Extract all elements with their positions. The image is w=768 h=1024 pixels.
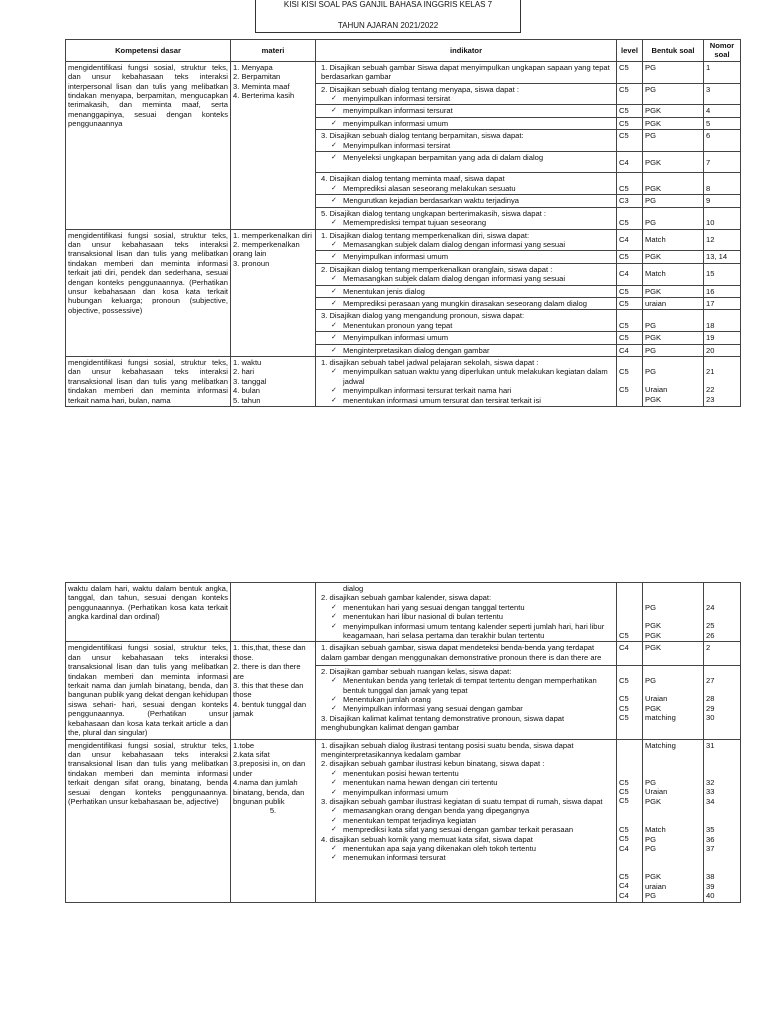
col-header-bentuk: Bentuk soal — [643, 40, 704, 62]
col-header-materi: materi — [231, 40, 316, 62]
indikator-cell — [316, 130, 617, 152]
indikator-check-item: ✓ Menentukan jenis dialog — [319, 287, 613, 296]
bentuk-value: PG — [645, 777, 656, 787]
bentuk-cell: Match — [643, 229, 704, 251]
level-cell: C4 — [617, 642, 643, 665]
kd-text: mengidentifikasi fungsi sosial, struktur teks, dan unsur kebahasaan teks interaksi transaksional lisan dan tulis yang melibatkan tindakan memberi dan meminta informasi terkait jati diri, pendek dan sederhana, sesuai dengan konteks penggunaannya. (Perhatikan unsur kebahasaan dan kosa kata terkait hubungan keluarga; pronoun (subjective, objective, possessive) — [68, 230, 228, 315]
bentuk-value: PG — [645, 675, 656, 685]
level-cell: C5 — [617, 285, 643, 297]
nomor-cell: 7 — [704, 152, 741, 173]
level-cell — [617, 739, 643, 902]
indikator-text: 1. disajikan sebuah gambar, siswa dapat mendeteksi benda-benda yang terdapat dalam gambar dengan menggunakan demonstrative pronoun there is dan there are — [321, 643, 602, 662]
indikator-check-item: ✓ menyimpulkan informasi umum — [319, 788, 613, 797]
indikator-cell — [316, 229, 617, 251]
document-title-box — [255, 0, 521, 33]
bentuk-value: Uraian — [645, 694, 668, 704]
bentuk-cell: PGK — [643, 642, 704, 665]
level-value: C5 — [619, 871, 629, 881]
level-cell: C4 — [617, 229, 643, 251]
level-cell: C4 — [617, 263, 643, 285]
nomor-value: 27 — [706, 675, 715, 685]
materi-cell — [231, 642, 316, 739]
nomor-cell: 18 — [704, 310, 741, 332]
nomor-value: 24 — [706, 603, 715, 612]
indikator-text: 1. Disajikan dialog tentang memperkenalkan diri, siswa dapat: — [321, 230, 530, 240]
indikator-text: 2. Disajikan gambar sebuah ruangan kelas, siswa dapat: — [321, 666, 512, 676]
nomor-cell: 16 — [704, 285, 741, 297]
indikator-text: dialog — [343, 584, 364, 593]
level-cell: C5 — [617, 117, 643, 129]
bentuk-value: matching — [645, 713, 676, 722]
bentuk-cell: uraian — [643, 297, 704, 309]
level-value: C4 — [619, 890, 629, 900]
table-row — [66, 229, 741, 251]
kd-cell: mengidentifikasi fungsi sosial, struktur teks, dan unsur kebahasaan teks interaksi transaksional lisan dan tulis yang melibatkan tindakan memberi dan meminta informasi terkait nama dan jumlah binatang, benda, dan bangunan publik yang dekat dengan kehidupan siswa sehari- hari, sesuai dengan konteks penggunaannya. (Perhatikan unsur kebahasaan dan kosa kata terkait article a dan the, plural dan singular) — [66, 642, 231, 739]
indikator-text: 3. Disajikan dialog yang mengandung pronoun, siswa dapat: — [321, 311, 525, 321]
nomor-value: 37 — [706, 843, 715, 853]
nomor-cell: 8 — [704, 173, 741, 195]
materi-item: 3. pronoun — [233, 258, 270, 268]
indikator-check-item: ✓ memasangkan orang dengan benda yang dipegangnya — [319, 806, 613, 815]
bentuk-value: PGK — [645, 703, 662, 713]
indikator-check-item: ✓ menemukan informasi tersurat — [319, 853, 613, 862]
level-cell: C4 — [617, 344, 643, 356]
level-cell — [617, 583, 643, 642]
indikator-cell — [316, 310, 617, 332]
indikator-cell — [316, 207, 617, 229]
materi-cell — [231, 356, 316, 406]
indikator-text: 3. Disajikan sebuah dialog tentang berpamitan, siswa dapat: — [321, 131, 524, 141]
indikator-check-item: ✓ menentukan apa saja yang dikenakan oleh tokoh tertentu — [319, 844, 613, 853]
table-row — [66, 356, 741, 406]
nomor-cell — [704, 665, 741, 739]
indikator-text: 3. disajikan sebuah gambar ilustrasi kegiatan di suatu tempat di rumah, siswa dapat — [321, 796, 603, 806]
indikator-text: 1. disajikan sebuah dialog ilustrasi tentang posisi suatu benda, siswa dapat menginterpretasikannya kedalam gambar — [321, 740, 574, 759]
materi-item: 1.tobe — [233, 740, 255, 750]
indikator-check-item: ✓ menyimpulkan satuan waktu yang diperlukan untuk melakukan kegiatan dalam jadwal — [319, 367, 613, 386]
bentuk-value: PGK — [645, 621, 662, 631]
indikator-check-item: ✓ Memasangkan subjek dalam dialog dengan informasi yang sesuai — [319, 274, 613, 283]
bentuk-value: uraian — [645, 881, 667, 891]
nomor-cell: 17 — [704, 297, 741, 309]
materi-item: 2. Berpamitan — [233, 72, 281, 82]
level-value: C5 — [619, 703, 629, 713]
indikator-cell — [316, 61, 617, 83]
nomor-value: 34 — [706, 796, 715, 806]
indikator-text: 2. Disajikan sebuah dialog tentang menyapa, siswa dapat : — [321, 84, 519, 94]
bentuk-value: PG — [645, 891, 656, 901]
indikator-text: 1. Disajikan sebuah gambar Siswa dapat menyimpulkan ungkapan sapaan yang tepat berdasarkan gambar — [321, 62, 610, 82]
kd-cell: mengidentifikasi fungsi sosial, struktur teks, dan unsur kebahasaan teks interaksi transaksional lisan dan tulis yang melibatkan tindakan memberi dan meminta informasi terkait nama hari, bulan, nama — [66, 356, 231, 406]
nomor-cell — [704, 583, 741, 642]
indikator-check-item: ✓ menentukan nama hewan dengan ciri tertentu — [319, 778, 613, 787]
indikator-cell — [316, 117, 617, 129]
materi-item: 1. memperkenalkan diri — [233, 230, 312, 240]
level-cell: C5 — [617, 297, 643, 309]
indikator-check-item: ✓ Memasangkan subjek dalam dialog dengan informasi yang sesuai — [319, 240, 613, 249]
nomor-cell: 20 — [704, 344, 741, 356]
indikator-text: 4. Disajikan dialog tentang meminta maaf, siswa dapat — [321, 174, 505, 184]
indikator-text: 2. Disajikan dialog tentang memperkenalkan oranglain, siswa dapat : — [321, 264, 553, 274]
level-cell: C5 — [617, 61, 643, 83]
bentuk-cell: PG — [643, 83, 704, 105]
bentuk-value: PGK — [645, 630, 662, 640]
table-row — [66, 583, 741, 642]
nomor-value: 23 — [706, 394, 715, 404]
nomor-value: 30 — [706, 713, 715, 722]
indikator-text: 1. disajikan sebuah tabel jadwal pelajaran sekolah, siswa dapat : — [321, 357, 539, 367]
level-value: C5 — [619, 786, 629, 796]
materi-item: 4. bentuk tunggal dan jamak — [233, 699, 307, 719]
indikator-check-item: ✓ Menentukan pronoun yang tepat — [319, 321, 613, 330]
nomor-cell — [704, 356, 741, 406]
title-line-1: KISI KISI SOAL PAS GANJIL BAHASA INGGRIS KELAS 7 — [283, 0, 493, 9]
nomor-cell: 4 — [704, 105, 741, 117]
materi-item: 2. there is dan there are — [233, 662, 301, 681]
level-cell: C5 — [617, 207, 643, 229]
indikator-check-item: ✓ Memempredisksi tempat tujuan seseorang — [319, 218, 613, 227]
indikator-cell — [316, 583, 617, 642]
materi-item: 1. waktu — [233, 357, 262, 367]
bentuk-value: Matching — [645, 740, 676, 750]
materi-item: 1. Menyapa — [233, 62, 273, 72]
indikator-cell — [316, 665, 617, 739]
materi-item: 4. bulan — [233, 386, 261, 396]
indikator-check-item: ✓ memprediksi kata sifat yang sesuai dengan gambar terkait perasaan — [319, 825, 613, 834]
table-row — [66, 642, 741, 665]
nomor-value: 31 — [706, 740, 715, 750]
bentuk-cell — [643, 739, 704, 902]
indikator-check-item: ✓ Menginterpretasikan dialog dengan gambar — [319, 346, 613, 355]
bentuk-value: PGK — [645, 796, 662, 806]
indikator-cell — [316, 173, 617, 195]
indikator-cell — [316, 263, 617, 285]
bentuk-value: PG — [645, 834, 656, 844]
bentuk-cell: PGK — [643, 152, 704, 173]
materi-item: 3. this that these dan those — [233, 681, 304, 700]
indikator-check-item: ✓ Menentukan jumlah orang — [319, 695, 613, 704]
nomor-value: 36 — [706, 834, 715, 844]
level-value: C5 — [619, 366, 629, 376]
materi-item: 3.preposisi in, on dan under — [233, 759, 306, 778]
indikator-check-item: ✓ Menyimpulkan informasi tersirat — [319, 141, 613, 150]
bentuk-cell: PG — [643, 130, 704, 152]
level-cell: C5 — [617, 332, 643, 344]
bentuk-value: PGK — [645, 394, 662, 404]
indikator-check-item: ✓ Menyimpulkan informasi yang sesuai dengan gambar — [319, 704, 613, 713]
level-value: C5 — [619, 834, 629, 844]
kd-cell: mengidentifikasi fungsi sosial, struktur teks, dan unsur kebahasaan teks interaksi transaksional lisan dan tulis yang melibatkan tindakan memberi dan meminta informasi terkait dengan sifat orang, binatang, benda sesuai dengan konteks penggunaannya. (Perhatikan unsur kebahasaan be, adjective) — [66, 739, 231, 902]
nomor-cell: 19 — [704, 332, 741, 344]
bentuk-cell: PGK — [643, 332, 704, 344]
materi-item: 5. — [269, 806, 277, 816]
nomor-value: 39 — [706, 881, 715, 891]
nomor-value: 26 — [706, 630, 715, 640]
indikator-cell — [316, 285, 617, 297]
indikator-check-item: ✓ Menentukan benda yang terletak di tempat tertentu dengan memperhatikan bentuk tunggal dan jamak yang tepat — [319, 676, 613, 695]
level-cell: C4 — [617, 152, 643, 173]
indikator-cell — [316, 83, 617, 105]
indikator-cell — [316, 642, 617, 665]
level-value: C5 — [619, 631, 629, 640]
bentuk-cell: PG — [643, 310, 704, 332]
indikator-check-item: ✓ menyimpulkan informasi umum — [319, 119, 613, 128]
bentuk-cell: PGK — [643, 173, 704, 195]
bentuk-value: Uraian — [645, 385, 668, 395]
materi-item: 1. this,that, these dan those. — [233, 643, 306, 662]
nomor-value: 21 — [706, 366, 715, 376]
bentuk-value: PGK — [645, 872, 662, 882]
col-header-indikator: indikator — [316, 40, 617, 62]
indikator-check-item: ✓ menyimpulkan informasi tersurat — [319, 106, 613, 115]
bentuk-value: Uraian — [645, 787, 668, 797]
table-header-row — [66, 40, 741, 62]
level-cell: C5 — [617, 251, 643, 263]
nomor-value: 25 — [706, 621, 715, 631]
level-value: C4 — [619, 843, 629, 853]
materi-item: 2. hari — [233, 367, 255, 377]
nomor-cell: 1 — [704, 61, 741, 83]
indikator-cell — [316, 152, 617, 173]
level-cell: C5 — [617, 105, 643, 117]
nomor-cell — [704, 739, 741, 902]
col-header-level: level — [617, 40, 643, 62]
title-line-2: TAHUN AJARAN 2021/2022 — [337, 21, 439, 30]
bentuk-cell: PG — [643, 61, 704, 83]
bentuk-cell: PGK — [643, 251, 704, 263]
materi-item: 4. Berterima kasih — [233, 91, 295, 101]
materi-item: 3. tanggal — [233, 376, 267, 386]
materi-item: 3. Meminta maaf — [233, 81, 290, 91]
materi-item: 2.kata sifat — [233, 749, 270, 759]
level-cell: C5 — [617, 83, 643, 105]
bentuk-cell: PG — [643, 344, 704, 356]
nomor-cell: 5 — [704, 117, 741, 129]
indikator-cell — [316, 195, 617, 207]
bentuk-cell — [643, 665, 704, 739]
level-value: C5 — [619, 385, 629, 395]
indikator-check-item: ✓ Mengurutkan kejadian berdasarkan waktu terjadinya — [319, 196, 613, 205]
indikator-check-item: ✓ menentukan hari libur nasional di bulan tertentu — [319, 612, 613, 621]
bentuk-cell: PG — [643, 207, 704, 229]
col-header-kd: Kompetensi dasar — [66, 40, 231, 62]
nomor-cell: 6 — [704, 130, 741, 152]
indikator-cell — [316, 251, 617, 263]
bentuk-cell — [643, 583, 704, 642]
level-cell: C5 — [617, 310, 643, 332]
indikator-check-item: ✓ menyimpulkan informasi tersirat — [319, 94, 613, 103]
level-value: C5 — [619, 824, 629, 834]
bentuk-value: Match — [645, 825, 666, 835]
level-value: C5 — [619, 796, 629, 806]
nomor-value: 22 — [706, 385, 715, 395]
level-cell: C3 — [617, 195, 643, 207]
nomor-cell: 3 — [704, 83, 741, 105]
nomor-value: 40 — [706, 891, 715, 901]
materi-item: 2. memperkenalkan orang lain — [233, 239, 300, 259]
nomor-value: 29 — [706, 703, 715, 713]
nomor-cell: 10 — [704, 207, 741, 229]
col-header-nomor: Nomor soal — [704, 40, 741, 62]
bentuk-value: PG — [645, 603, 656, 612]
nomor-cell: 12 — [704, 229, 741, 251]
indikator-check-item: ✓ menentukan hari yang sesuai dengan tanggal tertentu — [319, 603, 613, 612]
indikator-cell — [316, 344, 617, 356]
indikator-cell — [316, 105, 617, 117]
table-row — [66, 61, 741, 83]
indikator-check-item: ✓ Memprediksi alasan seseorang melakukan sesuatu — [319, 184, 613, 193]
bentuk-value: PG — [645, 843, 656, 853]
nomor-value: 33 — [706, 787, 715, 797]
indikator-check-item: ✓ Memprediksi perasaan yang mungkin dirasakan seseorang dalam dialog — [319, 299, 613, 308]
nomor-value: 32 — [706, 777, 715, 787]
nomor-cell: 15 — [704, 263, 741, 285]
indikator-text: 2. disajikan sebuah gambar ilustrasi kebun binatang, siswa dapat : — [321, 759, 545, 769]
indikator-text: 5. Disajikan dialog tentang ungkapan berterimakasih, siswa dapat : — [321, 208, 546, 218]
indikator-cell — [316, 332, 617, 344]
nomor-cell: 13, 14 — [704, 251, 741, 263]
indikator-check-item: ✓ Menyeleksi ungkapan berpamitan yang ada di dalam dialog — [319, 153, 613, 162]
nomor-cell: 2 — [704, 642, 741, 665]
bentuk-value: PG — [645, 366, 656, 376]
level-cell — [617, 356, 643, 406]
level-value: C5 — [619, 777, 629, 787]
kd-cell: mengidentifikasi fungsi sosial, struktur teks, dan unsur kebahasaan teks interaksi interpersonal lisan dan tulis yang melibatkan tindakan menyapa, berpamitan, mengucapkan terimakasih, dan meminta maaf, serta menanggapinya, sesuai dengan konteks penggunaannya — [66, 61, 231, 229]
kd-cell: waktu dalam hari, waktu dalam bentuk angka, tanggal, dan tahun, sesuai dengan konteks penggunaannya. (Perhatikan kosa kata terkait angka kardinal dan ordinal) — [66, 583, 231, 642]
nomor-cell: 9 — [704, 195, 741, 207]
indikator-check-item: ✓ menyimpulkan informasi tersurat terkait nama hari — [319, 386, 613, 395]
level-cell: C5 — [617, 173, 643, 195]
indikator-text: 4. disajikan sebuah komik yang memuat kata sifat, siswa dapat — [321, 834, 533, 844]
indikator-check-item: ✓ menyimpulkan informasi umum tentang kalender seperti jumlah hari, hari libur keagamaan, hari selasa pertama dan terakhir bulan tertentu — [319, 622, 613, 641]
kisi-kisi-table-page-2 — [65, 582, 741, 903]
materi-item: 5. tahun — [233, 395, 261, 405]
bentuk-cell: Match — [643, 263, 704, 285]
nomor-value: 35 — [706, 825, 715, 835]
materi-cell — [231, 61, 316, 229]
materi-cell — [231, 739, 316, 902]
kisi-kisi-table-page-1 — [65, 39, 741, 407]
materi-item: 4.nama dan jumlah binatang, benda, dan bngunan publik — [233, 778, 305, 806]
bentuk-cell: PGK — [643, 285, 704, 297]
indikator-check-item: ✓ menentukan posisi hewan tertentu — [319, 769, 613, 778]
level-value: C5 — [619, 675, 629, 685]
materi-cell — [231, 583, 316, 642]
kd-cell — [66, 229, 231, 356]
bentuk-cell: PGK — [643, 105, 704, 117]
indikator-text: 3. Disajikan kalimat kalimat tentang demonstrative pronoun, siswa dapat menghubungkan kalimat dengan gambar — [321, 713, 565, 733]
table-row — [66, 739, 741, 902]
materi-cell — [231, 229, 316, 356]
level-cell — [617, 665, 643, 739]
bentuk-cell: PGK — [643, 117, 704, 129]
bentuk-cell — [643, 356, 704, 406]
nomor-value: 28 — [706, 694, 715, 704]
level-value: C5 — [619, 694, 629, 704]
indikator-check-item: ✓ menentukan informasi umum tersurat dan tersirat terkait isi — [319, 396, 613, 405]
indikator-cell — [316, 356, 617, 406]
level-value: C4 — [619, 881, 629, 891]
level-value: C5 — [619, 713, 629, 722]
indikator-check-item: ✓ Menyimpulkan informasi umum — [319, 252, 613, 261]
bentuk-cell: PG — [643, 195, 704, 207]
indikator-check-item: ✓ menentukan tempat terjadinya kegiatan — [319, 816, 613, 825]
nomor-value: 38 — [706, 872, 715, 882]
indikator-text: 2. disajikan sebuah gambar kalender, siswa dapat: — [321, 593, 492, 603]
level-cell: C5 — [617, 130, 643, 152]
indikator-check-item: ✓ Menyimpulkan informasi umum — [319, 333, 613, 342]
indikator-cell — [316, 739, 617, 902]
indikator-cell — [316, 297, 617, 309]
